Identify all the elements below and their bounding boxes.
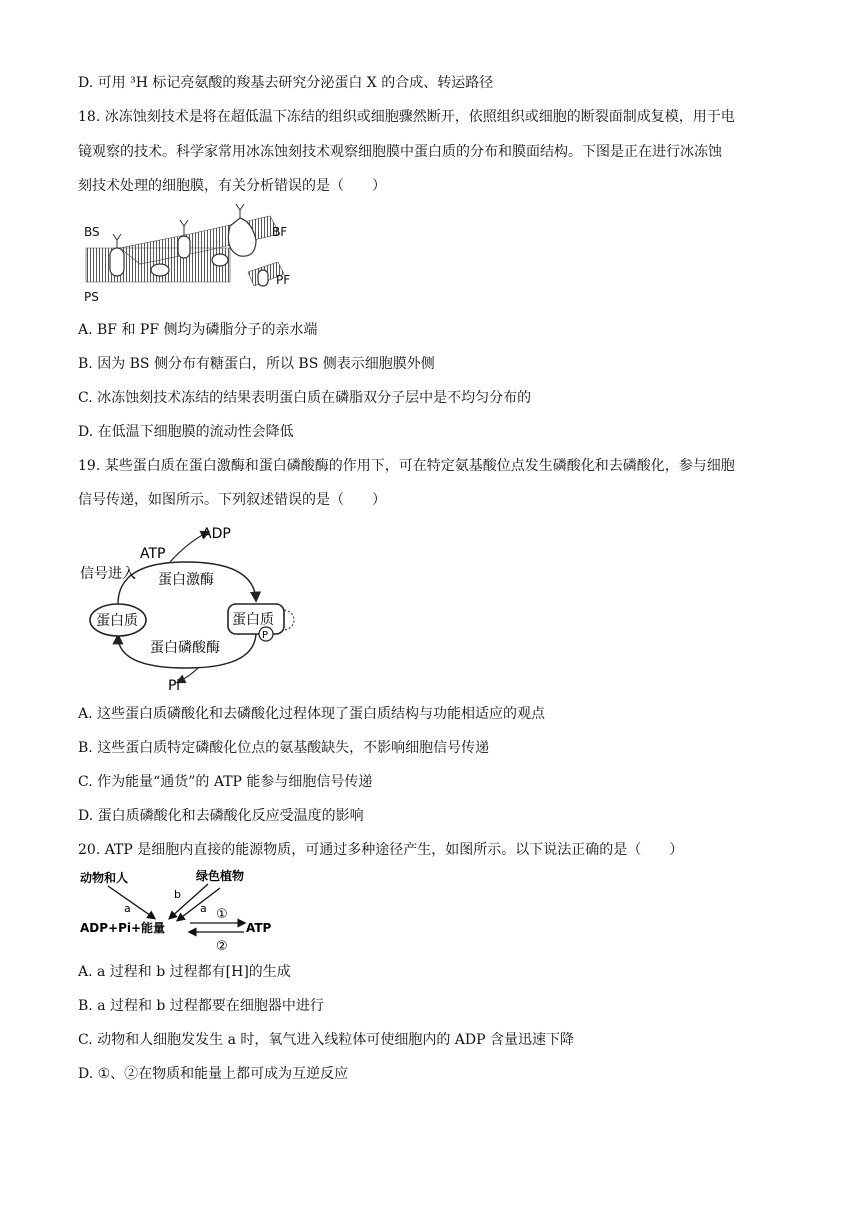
step-1-label: ①: [216, 907, 228, 922]
label-ps: PS: [84, 290, 99, 304]
kinase-label: 蛋白激酶: [158, 572, 214, 588]
q19-option-c: C. 作为能量“通货”的 ATP 能参与细胞信号传递: [78, 774, 373, 790]
q17-option-d: D. 可用 ³H 标记亮氨酸的羧基去研究分泌蛋白 X 的合成、转运路径: [78, 75, 494, 91]
membrane-protein: [258, 270, 268, 286]
adp-label: ADP: [202, 526, 231, 542]
glycoprotein-chain: [180, 220, 188, 236]
arrow-animals-a: [108, 886, 154, 918]
left-side-label: ADP+Pi+能量: [80, 921, 166, 935]
membrane-protein: [178, 236, 190, 258]
protein-right-label: 蛋白质: [232, 612, 274, 628]
q18-stem-line-2: 镜观察的技术。科学家常用冰冻蚀刻技术观察细胞膜中蛋白质的分布和膜面结构。下图是正在进行冰冻蚀: [78, 144, 722, 160]
glycoprotein-chain: [113, 234, 121, 248]
q19-option-b: B. 这些蛋白质特定磷酸化位点的氨基酸缺失，不影响细胞信号传递: [78, 740, 490, 756]
atp-label: ATP: [140, 546, 166, 562]
atp-sources-figure: [78, 866, 278, 954]
phosphorylation-cycle-figure: [78, 520, 318, 692]
phosphate-label: P: [262, 630, 269, 641]
label-bs: BS: [84, 225, 100, 239]
q20-option-b: B. a 过程和 b 过程都要在细胞器中进行: [78, 998, 324, 1014]
pi-label: Pi: [168, 678, 181, 692]
q19-option-a: A. 这些蛋白质磷酸化和去磷酸化过程体现了蛋白质结构与功能相适应的观点: [78, 706, 546, 722]
q18-option-a: A. BF 和 PF 侧均为磷脂分子的亲水端: [78, 322, 318, 338]
a1-label: a: [124, 902, 131, 915]
label-bf: BF: [272, 225, 288, 239]
q20-option-a: A. a 过程和 b 过程都有[H]的生成: [78, 964, 291, 980]
membrane-protein: [151, 264, 169, 276]
phosphatase-label: 蛋白磷酸酶: [150, 640, 220, 656]
right-side-label: ATP: [246, 921, 272, 935]
q18-stem-line-3: 刻技术处理的细胞膜，有关分析错误的是（ ）: [78, 178, 386, 194]
q20-stem: 20. ATP 是细胞内直接的能源物质，可通过多种途径产生，如图所示。以下说法正确的是（ ）: [78, 842, 684, 858]
a2-label: a: [200, 902, 207, 915]
animals-label: 动物和人: [80, 871, 129, 885]
q19-stem-line-1: 19. 某些蛋白质在蛋白激酶和蛋白磷酸酶的作用下，可在特定氨基酸位点发生磷酸化和去磷酸化，参与细胞: [78, 458, 735, 474]
q18-option-d: D. 在低温下细胞膜的流动性会降低: [78, 424, 294, 440]
label-pf: PF: [276, 273, 291, 287]
activated-site-icon: [284, 610, 294, 630]
q18-stem-line-1: 18. 冰冻蚀刻技术是将在超低温下冻结的组织或细胞骤然断开，依照组织或细胞的断裂面制成复模，用于电: [78, 109, 735, 125]
protein-left-label: 蛋白质: [96, 613, 138, 629]
membrane-freeze-etch-figure: [80, 200, 320, 312]
plants-label: 绿色植物: [196, 869, 245, 883]
q18-option-c: C. 冰冻蚀刻技术冻结的结果表明蛋白质在磷脂双分子层中是不均匀分布的: [78, 390, 532, 406]
pi-release-arrow: [178, 668, 198, 682]
step-2-label: ②: [216, 939, 228, 954]
b-label: b: [174, 888, 181, 901]
membrane-protein: [110, 248, 124, 276]
membrane-protein: [212, 254, 228, 266]
q19-stem-line-2: 信号传递，如图所示。下列叙述错误的是（ ）: [78, 492, 386, 508]
signal-in-label: 信号进入: [80, 566, 136, 582]
q18-option-b: B. 因为 BS 侧分布有糖蛋白，所以 BS 侧表示细胞膜外侧: [78, 356, 435, 372]
q20-option-c: C. 动物和人细胞发发生 a 时，氧气进入线粒体可使细胞内的 ADP 含量迅速下降: [78, 1032, 575, 1048]
q20-option-d: D. ①、②在物质和能量上都可成为互逆反应: [78, 1066, 349, 1082]
glycoprotein-chain: [236, 204, 244, 218]
q19-option-d: D. 蛋白质磷酸化和去磷酸化反应受温度的影响: [78, 808, 364, 824]
